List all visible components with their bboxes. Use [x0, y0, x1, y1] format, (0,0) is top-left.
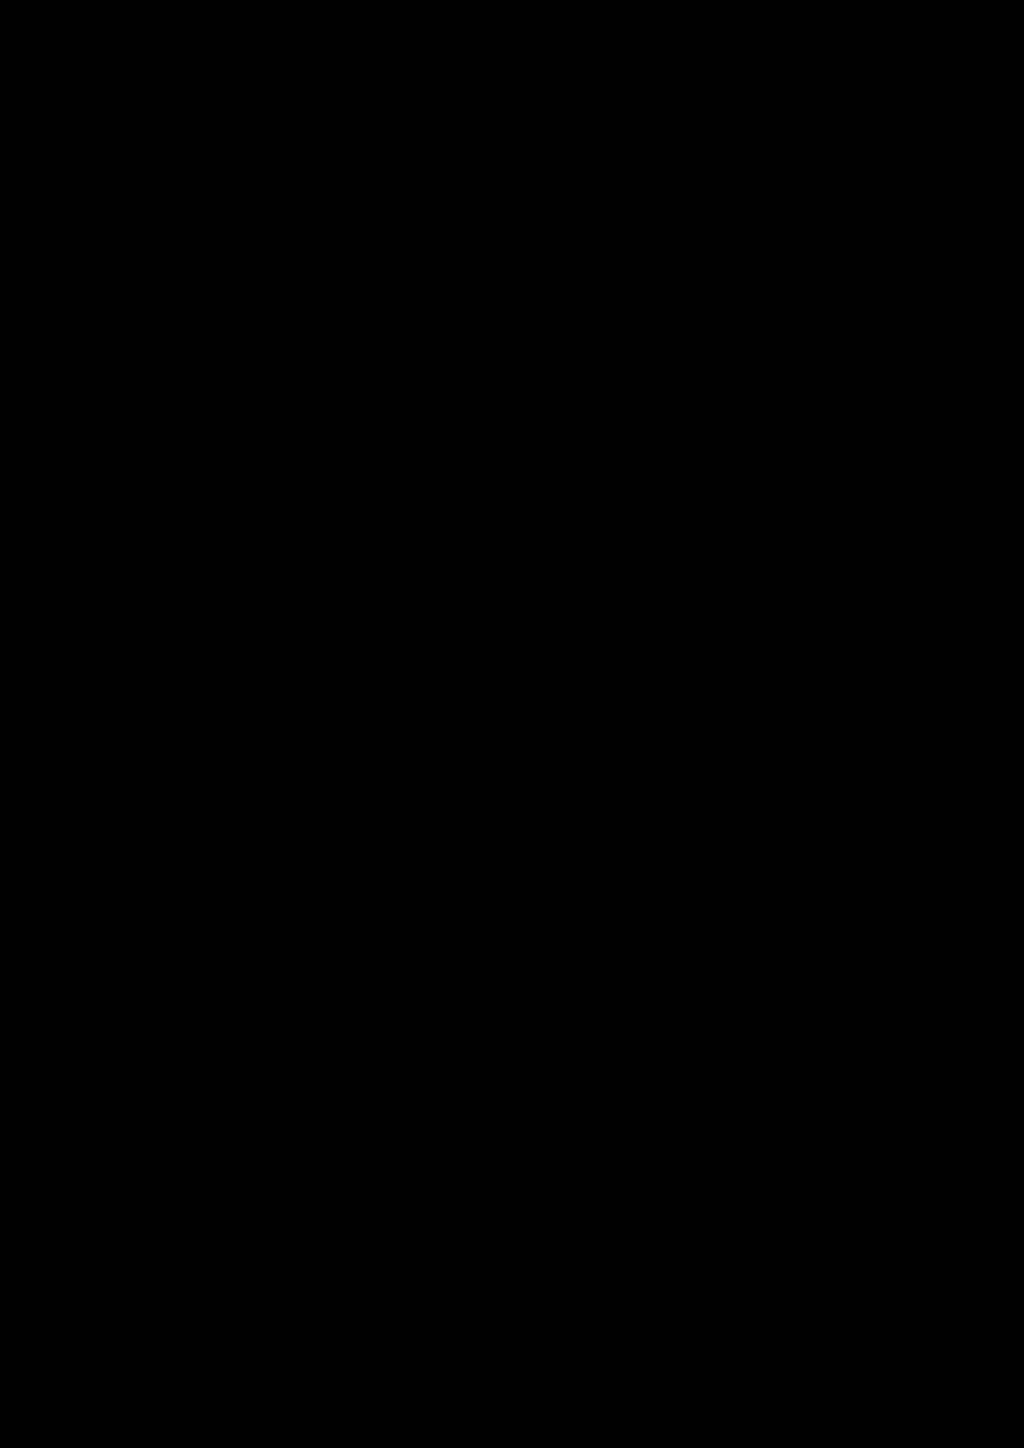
- item-text: καθώς και δικτύων, που, αναλόγως των αναγκών της αγοράς, εξοπλίζονται με: [195, 288, 912, 329]
- list-item: [162, 407, 912, 456]
- item-text: ο καθορισμός των: [195, 288, 324, 305]
- bullet-icon: [166, 417, 171, 422]
- body-paragraph: Η ανάπτυξη υποδομών εναλλακτικών καυσίμων και η προώθηση των εναλλακτικών καυσίμων στην αγορά, εξαρτάται από πολλές παραμέτρους, όπως: η διαθέσιμη εγχώρια τεχνολογία κυρίως οχημάτων τα οποία καταναλώνουν εναλλακτικά καύσιμα, η διαθεσιμότητα εγχώριων μορφών εναλλακτικών καυσίμων, η επάρκεια δικτύου διανομής και υποδομών διάθεσης τους, το κόστος παραγωγής τους καθώς και το περιβαλλοντικό αποτύπωμα της χρήσης τους στις μεταφορές.: [136, 522, 912, 635]
- underlined-text: αστικών / προαστιακών, άλλων πυκνοκατοικημένων περιοχών: [323, 288, 739, 305]
- underlined-text: σημεία επαναφόρτισης: [697, 239, 846, 256]
- item-text: ο καθορισμός των: [195, 215, 324, 231]
- bullet-icon: [166, 221, 171, 226]
- underlined-text: την αξιολόγηση της ανάγκης εγκατάστασης σημείων ανεφοδιασμού με υγροποιημένο φυσικό αέριο (LNG): [195, 362, 891, 378]
- item-text: σύμφωνα προς την παρ. 1, του άρθρου 4, του νόμου.: [195, 239, 913, 280]
- bullet-icon: [166, 368, 171, 373]
- list-item: [162, 285, 912, 359]
- bullet-icon: [166, 295, 171, 300]
- list-item: [162, 162, 912, 211]
- item-text: , προς χρήση από σταθμευμένα αεροσκάφη.: [195, 411, 912, 452]
- item-text: εναλλακτικών καυσίμων στις υπηρεσίες δημόσιων μεταφορών,: [195, 166, 912, 207]
- item-text: σύμφωνα με την παρ. 4.γ) του άρθρο 6 του νόμου,: [237, 337, 568, 354]
- bullet-list: [162, 162, 912, 456]
- underlined-text: αστικών / προαστιακών, άλλων πυκνοκατοικημένων περιοχών: [323, 215, 739, 231]
- list-item: [162, 211, 912, 285]
- list-item: [162, 358, 912, 407]
- underlined-text: σημεία ανεφοδιασμού με συμπιεσμένο φυσικό αέριο (CNG): [195, 313, 913, 354]
- bullet-icon: [166, 172, 171, 177]
- item-text: καθώς και δικτύων, που, αναλόγως των αναγκών της αγοράς, εξοπλίζονται με δημοσίως προσβάσιμα: [195, 215, 912, 256]
- item-text: σε λιμένες εκτός του κεντρικού δικτύου του Διευρωπαϊκού Δικτύου Μεταφορών (ΔΕΔ-Μ),: [195, 362, 912, 403]
- underlined-text: τα μέτρα που μπορούν να προάγουν την ανάπτυξη υποδομών: [195, 166, 636, 182]
- underlined-text: η διερεύνηση / εξέταση της ανάγκης εγκατάστασης σε αερολιμένες σημεία ανεφοδιασμού ηλεκτρικού ρεύματος: [195, 411, 908, 427]
